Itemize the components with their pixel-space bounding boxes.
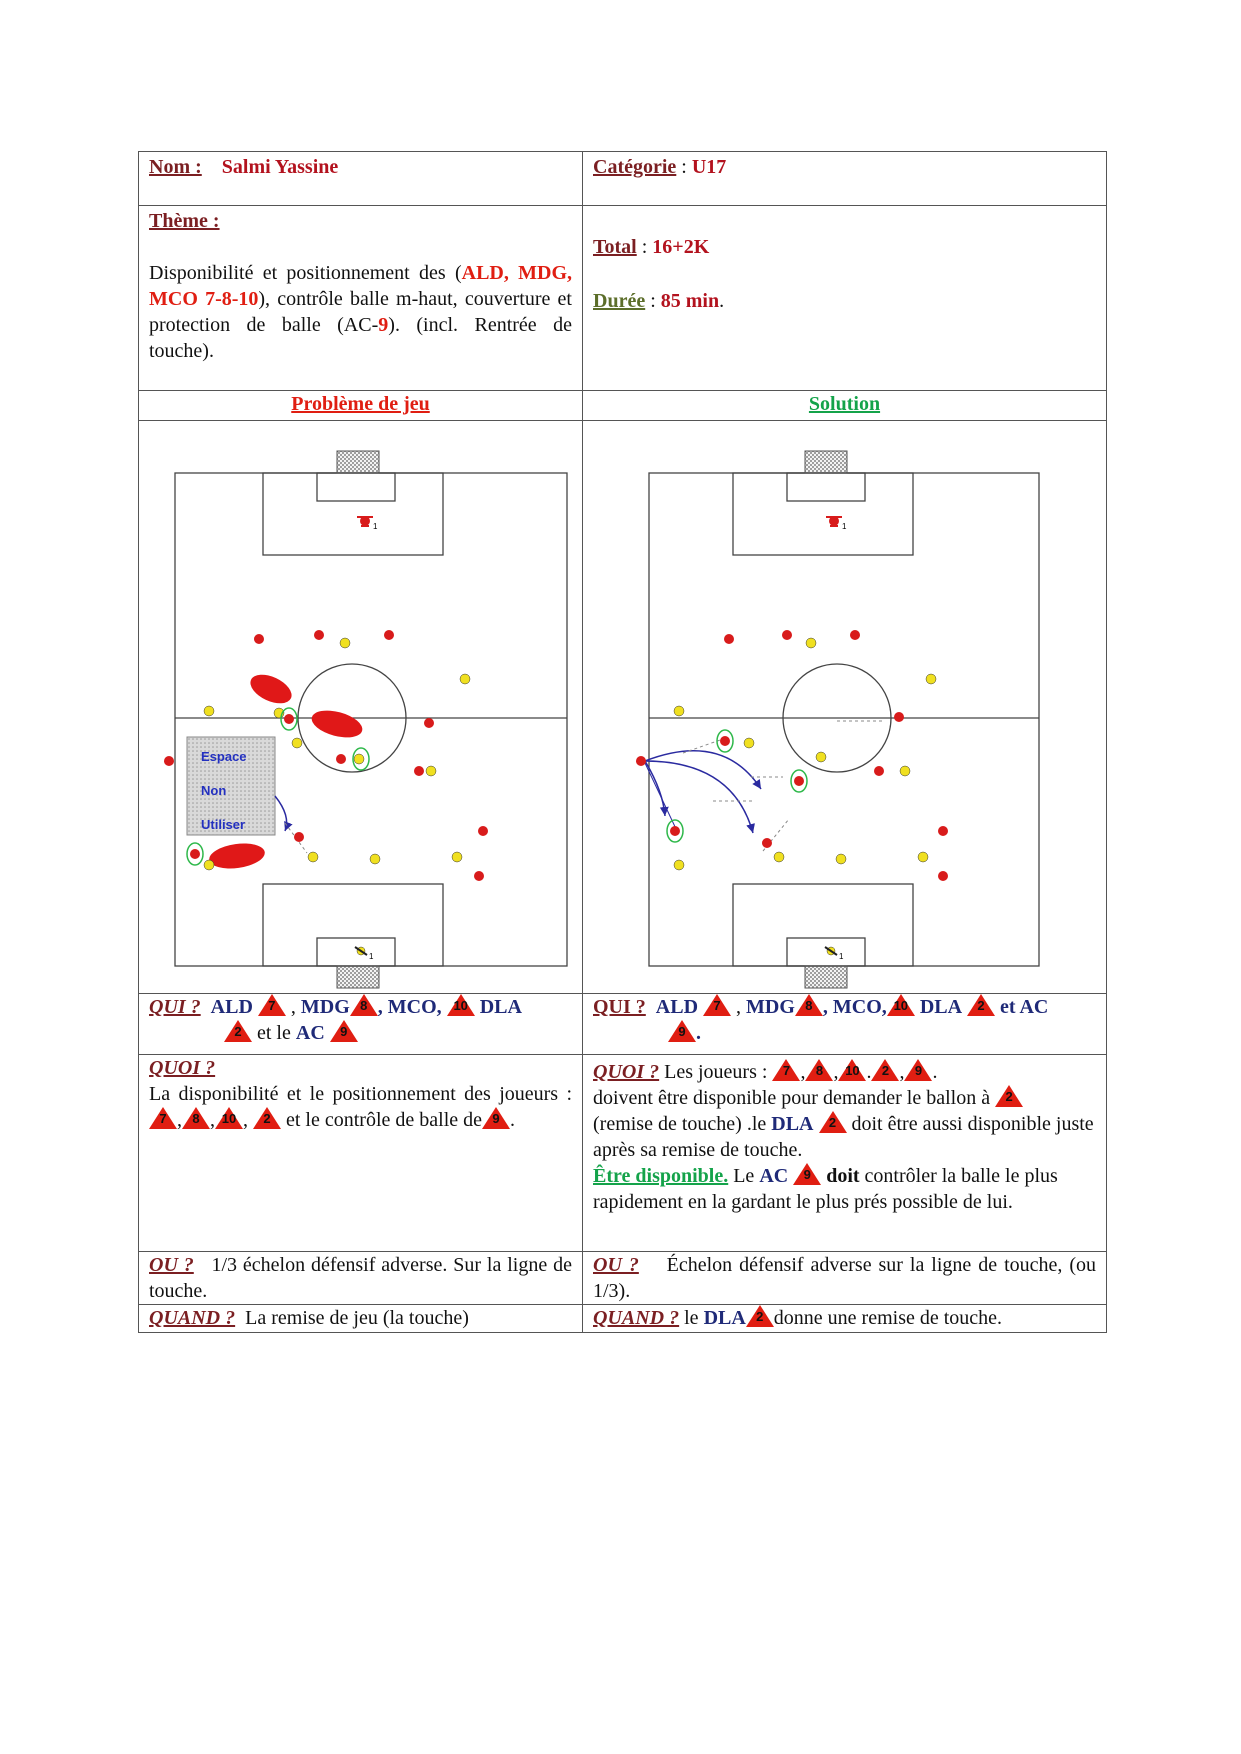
qui-left-label: QUI ?	[149, 996, 201, 1018]
theme-cell	[139, 206, 583, 391]
problem-diagram-cell	[139, 421, 583, 994]
gk-bottom	[355, 947, 367, 955]
quoi-right-n2: 2	[881, 1063, 890, 1078]
qui-right-end: .	[696, 1022, 701, 1044]
qui-left-ac: AC	[295, 1022, 325, 1044]
theme-label: Thème :	[149, 210, 220, 232]
quoi-right-doit: doit	[826, 1165, 860, 1187]
qui-right-label: QUI ?	[593, 996, 646, 1018]
categorie-sep: :	[676, 156, 692, 178]
qui-right-mco: , MCO,	[822, 996, 887, 1018]
speech-bubble-1	[246, 669, 296, 709]
bottom-goal-area-2	[787, 938, 865, 966]
badge-10-icon	[838, 1059, 866, 1081]
quoi-right-n2b: 2	[1005, 1089, 1013, 1104]
quand-right-text: donne une remise de touche.	[773, 1307, 1003, 1329]
gk-bottom-num: 1	[369, 952, 374, 961]
quoi-left-text1: La disponibilité et le positionnement des joueurs :	[149, 1083, 572, 1105]
quoi-right-text2: (remise de touche) .le	[593, 1113, 767, 1135]
qui-right-dla: DLA	[919, 996, 963, 1018]
theme-players: ALD, MDG, MCO 7-8-10	[149, 262, 573, 310]
totals-cell	[583, 206, 1107, 391]
quoi-right-text4: contrôler la balle le plus rapidement en la gardant le plus prés possible de lui.	[593, 1165, 1058, 1213]
problem-pitch-diagram	[139, 421, 583, 993]
badge-9-icon	[904, 1059, 932, 1081]
qui-right-mdg: MDG	[746, 996, 795, 1018]
ou-right-text: Échelon défensif adverse sur la ligne de touche, (ou 1/3).	[593, 1254, 1097, 1302]
qui-left-mco: , MCO,	[377, 996, 442, 1018]
quoi-right-n10: 10	[845, 1063, 860, 1078]
gk-top-2	[826, 516, 842, 526]
ou-left-text: 1/3 échelon défensif adverse. Sur la ligne de touche.	[149, 1254, 572, 1302]
quand-left-text: La remise de jeu (la touche)	[245, 1307, 469, 1329]
qui-left-ald: ALD	[210, 996, 253, 1018]
theme-text3: ). (incl. Rentrée de touche).	[149, 314, 573, 362]
qui-right-n2: 2	[977, 998, 985, 1013]
theme-text2: ), contrôle balle m-haut, couverture et protection de balle (AC-	[149, 288, 572, 336]
speech-bubble-2	[309, 706, 365, 743]
bottom-penalty-area	[263, 884, 443, 966]
box-line-2: Non	[201, 783, 227, 798]
badge-9-icon	[330, 1020, 358, 1042]
total-sep: :	[636, 236, 653, 258]
quoi-right-n2c: 2	[828, 1115, 837, 1130]
qui-right-etac: et AC	[1000, 996, 1049, 1018]
yellow-players-2	[674, 638, 936, 870]
badge-7-icon	[703, 994, 731, 1016]
categorie-cell	[583, 152, 1107, 206]
quoi-right-n9: 9	[914, 1063, 923, 1078]
badge-8-icon	[182, 1107, 210, 1129]
badge-8-icon	[795, 994, 823, 1016]
qui-left-n2: 2	[234, 1024, 242, 1039]
badge-7-icon	[772, 1059, 800, 1081]
quoi-right-ac: AC	[759, 1165, 789, 1187]
badge-2-icon	[871, 1059, 899, 1081]
quoi-left-n7: 7	[159, 1111, 167, 1126]
speech-bubble-3	[208, 840, 267, 872]
quand-right-le: le	[679, 1307, 704, 1329]
pass-lines-2	[683, 721, 883, 851]
quoi-right-n9b: 9	[803, 1167, 811, 1182]
qui-left-n8: 8	[360, 998, 368, 1013]
gk-top-num-2: 1	[842, 522, 847, 531]
ou-left-cell	[139, 1252, 583, 1305]
quoi-right-text1: doivent être disponible pour demander le ballon à	[593, 1087, 991, 1109]
quoi-right-intro: Les joueurs :	[659, 1061, 768, 1083]
session-sheet	[138, 151, 1107, 1333]
top-penalty-area	[263, 473, 443, 555]
quoi-left-cell: QUOI ? La disponibilité et le positionnement des joueurs : 7 , 8 , 10 , 2 et le contrôle de balle de 9 .	[139, 1055, 583, 1252]
box-line-1: Espace	[201, 749, 247, 764]
ou-left-label: OU ?	[149, 1254, 194, 1276]
qui-left-cell	[139, 994, 583, 1055]
quoi-right-n8: 8	[815, 1063, 824, 1078]
qui-left-mdg: MDG	[300, 996, 350, 1018]
quoi-right-text3: doit être aussi disponible juste après sa remise de touche.	[593, 1113, 1094, 1161]
highlight-rings-2	[667, 730, 807, 842]
quoi-right-dla: DLA	[771, 1113, 814, 1135]
pitch-outline-2	[649, 473, 1039, 966]
quoi-right-etre: Être disponible.	[593, 1165, 729, 1187]
badge-9-icon	[668, 1020, 696, 1042]
badge-10-icon	[447, 994, 475, 1016]
theme-line1: Disponibilité et positionnement des	[149, 262, 446, 284]
qui-right-n9: 9	[678, 1024, 686, 1039]
badge-8-icon	[350, 994, 378, 1016]
qui-right-n8: 8	[805, 998, 813, 1013]
top-goal-net-2	[805, 451, 847, 473]
quoi-left-n2: 2	[263, 1111, 271, 1126]
quoi-left-label: QUOI ?	[149, 1057, 216, 1079]
quoi-right-n7: 7	[782, 1063, 791, 1078]
badge-2-icon	[967, 994, 995, 1016]
gk-bottom-2	[825, 947, 837, 955]
quand-left-label: QUAND ?	[149, 1307, 236, 1329]
duree-value: 85 min	[660, 290, 720, 312]
badge-8-icon	[805, 1059, 833, 1081]
badge-9-icon	[793, 1163, 821, 1185]
badge-2-icon	[995, 1085, 1023, 1107]
solution-pitch-diagram	[583, 421, 1107, 993]
nom-value: Salmi Yassine	[221, 156, 339, 178]
badge-2-icon	[253, 1107, 281, 1129]
theme-paren: (	[454, 262, 462, 284]
qui-right-comma: ,	[731, 996, 747, 1018]
quand-right-dla: DLA	[703, 1307, 746, 1329]
qui-right-cell	[583, 994, 1107, 1055]
duree-end: .	[719, 290, 725, 312]
ou-right-label: OU ?	[593, 1254, 639, 1276]
run-arrow	[275, 796, 287, 831]
nom-label: Nom :	[149, 156, 202, 178]
qui-right-n10: 10	[893, 998, 909, 1013]
quand-left-cell	[139, 1305, 583, 1333]
solution-title: Solution	[808, 393, 881, 415]
quand-right-n2: 2	[756, 1309, 764, 1324]
total-label: Total	[593, 236, 637, 258]
bottom-goal-area	[317, 938, 395, 966]
quoi-right-le: Le	[728, 1165, 760, 1187]
bottom-goal-net-2	[805, 966, 847, 988]
bottom-goal-net	[337, 966, 379, 988]
qui-left-etle: et le	[252, 1022, 296, 1044]
badge-2-icon	[224, 1020, 252, 1042]
qui-left-dla: DLA	[479, 996, 522, 1018]
badge-2-icon	[746, 1305, 774, 1327]
duree-label: Durée	[593, 290, 646, 312]
total-value: 16+2K	[652, 236, 710, 258]
categorie-value: U17	[691, 156, 727, 178]
arrow-to-8	[645, 751, 761, 789]
quoi-right-label: QUOI ?	[593, 1061, 660, 1083]
quoi-left-end: .	[510, 1109, 516, 1131]
top-goal-area-2	[787, 473, 865, 501]
ou-right-cell	[583, 1252, 1107, 1305]
badge-7-icon	[149, 1107, 177, 1129]
quoi-left-n9: 9	[492, 1111, 500, 1126]
problem-title-cell	[139, 391, 583, 421]
quoi-right-cell: QUOI ? Les joueurs : 7 , 8 , 10 . 2 , 9 . doivent être disponible pour demander le ballon à 2 (remise de touche) .le DLA 2 doit être aussi disponible juste après sa remise de touche. Être disponible. Le AC 9 doit contrôler la balle le plus rapidement en la gardant le plus prés possible de lui.	[583, 1055, 1107, 1252]
top-goal-area	[317, 473, 395, 501]
theme-text	[149, 260, 572, 364]
quoi-left-text2: et le contrôle de balle de	[286, 1109, 483, 1131]
gk-bottom-num-2: 1	[839, 952, 844, 961]
bottom-penalty-area-2	[733, 884, 913, 966]
name-cell	[139, 152, 583, 206]
badge-2-icon	[819, 1111, 847, 1133]
categorie-label: Catégorie	[593, 156, 677, 178]
problem-title: Problème de jeu	[291, 393, 430, 415]
gk-top	[357, 516, 373, 526]
qui-right-ald: ALD	[655, 996, 699, 1018]
theme-ac-num: 9	[378, 314, 389, 336]
badge-10-icon	[887, 994, 915, 1016]
quoi-left-n10: 10	[221, 1111, 237, 1126]
top-goal-net	[337, 451, 379, 473]
gk-top-num: 1	[373, 522, 378, 531]
solution-diagram-cell	[583, 421, 1107, 994]
badge-10-icon	[215, 1107, 243, 1129]
pitch-outline	[175, 473, 567, 966]
qui-left-comma: ,	[285, 996, 301, 1018]
qui-left-n10: 10	[453, 998, 468, 1013]
qui-left-n7: 7	[268, 998, 276, 1013]
solution-title-cell	[583, 391, 1107, 421]
top-penalty-area-2	[733, 473, 913, 555]
quoi-left-n8: 8	[192, 1111, 200, 1126]
quand-right-cell	[583, 1305, 1107, 1333]
badge-9-icon	[482, 1107, 510, 1129]
quand-right-label: QUAND ?	[593, 1307, 680, 1329]
duree-sep: :	[645, 290, 661, 312]
box-line-3: Utiliser	[201, 817, 246, 832]
qui-right-n7: 7	[713, 998, 721, 1013]
badge-7-icon	[258, 994, 286, 1016]
red-players-2	[636, 630, 948, 881]
qui-left-n9: 9	[340, 1024, 348, 1039]
